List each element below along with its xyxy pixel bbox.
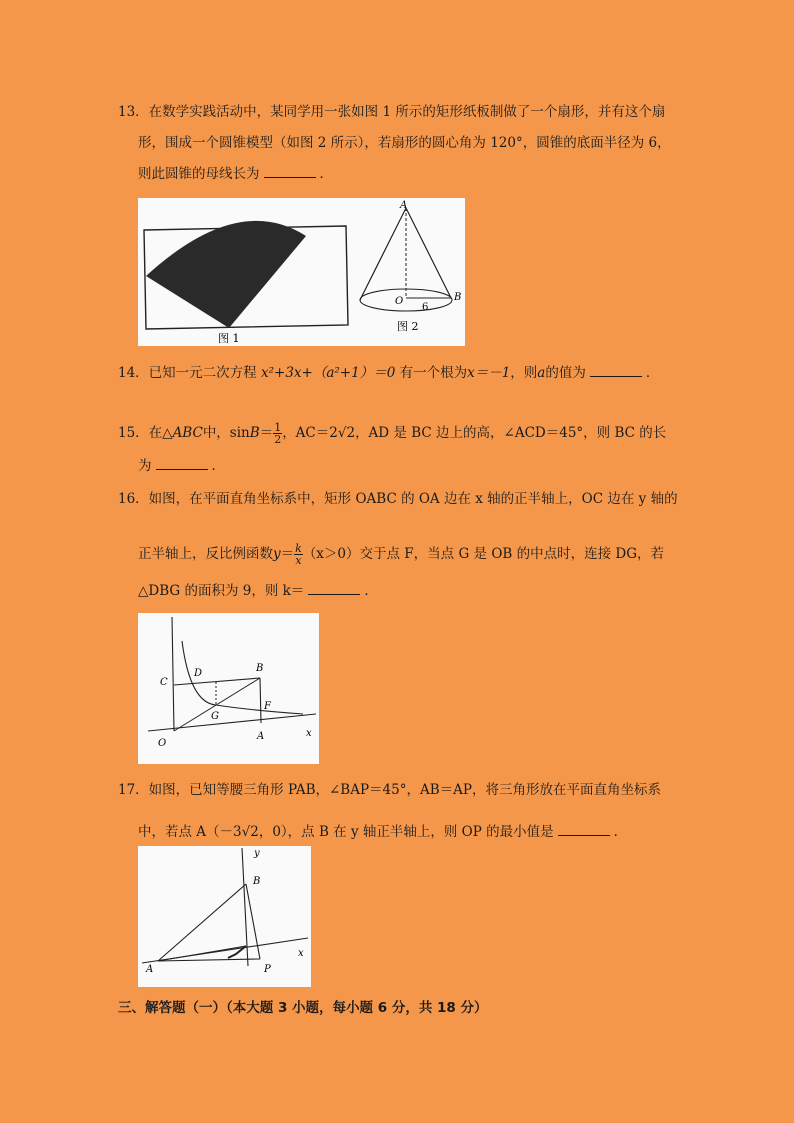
q15-abc: ABC [172,425,203,441]
q16-y-axis [172,617,174,731]
q14-equation: x²+3x+（a²+1）＝0 [260,365,396,381]
section-heading: 三、解答题（一）（本大题 3 小题，每小题 6 分，共 18 分） [118,1000,488,1016]
fig2-label-B: B [454,292,462,303]
q13-line-3: 则此圆锥的母线长为 ． [138,166,333,182]
q15-line-2-text: 为 [138,458,152,474]
q17-figure-svg [138,846,311,987]
q16-label-O: O [158,738,167,749]
q17-line-2 [138,823,627,841]
q16-y: y [273,546,281,562]
q14-mid: 有一个根为 [399,365,468,381]
q16-line-3: △DBG 的面积为 9，则 k＝ ． [138,583,378,599]
q15-part-a: 15．在△ [118,425,173,441]
q16-line-1: 16．如图，在平面直角坐标系中，矩形 OABC 的 OA 边在 x 轴的正半轴上，OC 边在 y 轴的 [118,491,678,507]
q13-line-3-text: 则此圆锥的母线长为 [138,166,260,182]
q14-answer-blank [590,364,642,377]
q17-answer-blank [558,823,610,836]
q13-line-2: 形，围成一个圆锥模型（如图 2 所示），若扇形的圆心角为 120°，圆锥的底面半径为 6， [138,135,671,151]
q16-figure-svg [138,613,319,764]
q16-side-CB [174,678,260,685]
q16-label-F: F [264,701,271,712]
q15-part-b: 中，sin [202,425,250,441]
q16-label-x: x [306,728,312,739]
q16-frac-num: k [295,542,302,555]
q17-line-2-end: ． [613,824,628,840]
fig2-cone-base [360,289,452,311]
q16-label-G: G [211,711,219,722]
fig2-label-O: O [395,296,404,307]
q13-figure-svg [138,198,465,346]
q14-line: 14．已知一元二次方程 x²+3x+（a²+1）＝0 有一个根为x＝－1，则a的值为 ． [118,365,660,381]
q16-figure [138,613,319,764]
fig1-caption: 图 1 [218,332,240,345]
q16-line-3-text: △DBG 的面积为 9，则 k＝ [138,583,305,599]
q14-var: a [537,365,546,381]
q16-label-A: A [257,731,265,742]
q15-frac-den: 2 [274,433,282,446]
q15-B: B [249,425,260,441]
q14-tail: ，则 [510,365,538,381]
q14-end: 的值为 [545,365,586,381]
q16-side-BA [260,678,261,723]
fig2-label-radius: 6 [422,302,429,313]
q17-line-1: 17．如图，已知等腰三角形 PAB，∠BAP＝45°，AB＝AP，将三角形放在平面直角坐标系 [118,782,661,798]
q17-label-y: y [254,848,260,859]
q16-label-D: D [194,668,203,679]
q17-line-2-a: 中，若点 A（－3 [138,824,242,840]
q16-answer-blank [308,582,360,595]
q16-label-C: C [160,677,168,688]
q17-side-BP [246,884,260,959]
q17-label-A: A [146,964,154,975]
q15-line-2: 为 ． [138,458,225,474]
q13-figure [138,198,465,346]
q15-frac-num: 1 [274,421,282,434]
q13-answer-blank [264,165,316,178]
q16-line-2-a: 正半轴上，反比例函数 [138,546,273,562]
q17-figure [138,846,311,987]
fig2-label-A: A [400,200,408,211]
fig1-sector [146,221,306,328]
q15-ac: ，AC＝2 [282,425,338,441]
q14-prefix: 14．已知一元二次方程 [118,365,257,381]
q16-line-2-b: （x＞0）交于点 F，当点 G 是 OB 的中点时，连接 DG，若 [302,546,665,562]
q17-label-x: x [298,948,304,959]
q17-sqrt2: √2 [241,824,259,840]
q16-frac-den: x [295,554,302,567]
q15-answer-blank [156,457,208,470]
q16-diagonal-OB [174,678,260,731]
fig2-caption: 图 2 [397,320,419,333]
q14-root: x＝－1 [467,365,511,381]
q13-line-1: 13．在数学实践活动中，某同学用一张如图 1 所示的矩形纸板制做了一个扇形，并有这个扇 [118,104,666,120]
q17-side-AP [158,959,260,961]
q17-line-2-b: ，0），点 B 在 y 轴正半轴上，则 OP 的最小值是 [258,824,554,840]
q15-sqrt2: √2 [337,425,356,441]
q16-line-2: 正半轴上，反比例函数y＝ $\frac{k}{x}$ （x＞0）交于点 F，当点 G 是 OB 的中点时，连接 DG，若 [138,542,665,567]
fig2-cone-right-edge [406,208,451,298]
q17-aux-line [158,946,246,961]
fig2-cone-left-edge [360,208,406,300]
q17-label-P: P [264,964,271,975]
q16-fraction [294,543,303,566]
q15-rest: ，AD 是 BC 边上的高，∠ACD＝45°，则 BC 的长 [355,425,667,441]
q15-fraction [273,422,282,445]
q16-label-B: B [256,663,264,674]
q17-label-B: B [253,876,261,887]
q15-line-1: 15．在△ABC中，sinB＝ $\frac{1}{2}$ ，AC＝2√2，AD 是 BC 边上的高，∠ACD＝45°，则 BC 的长 [118,421,667,446]
